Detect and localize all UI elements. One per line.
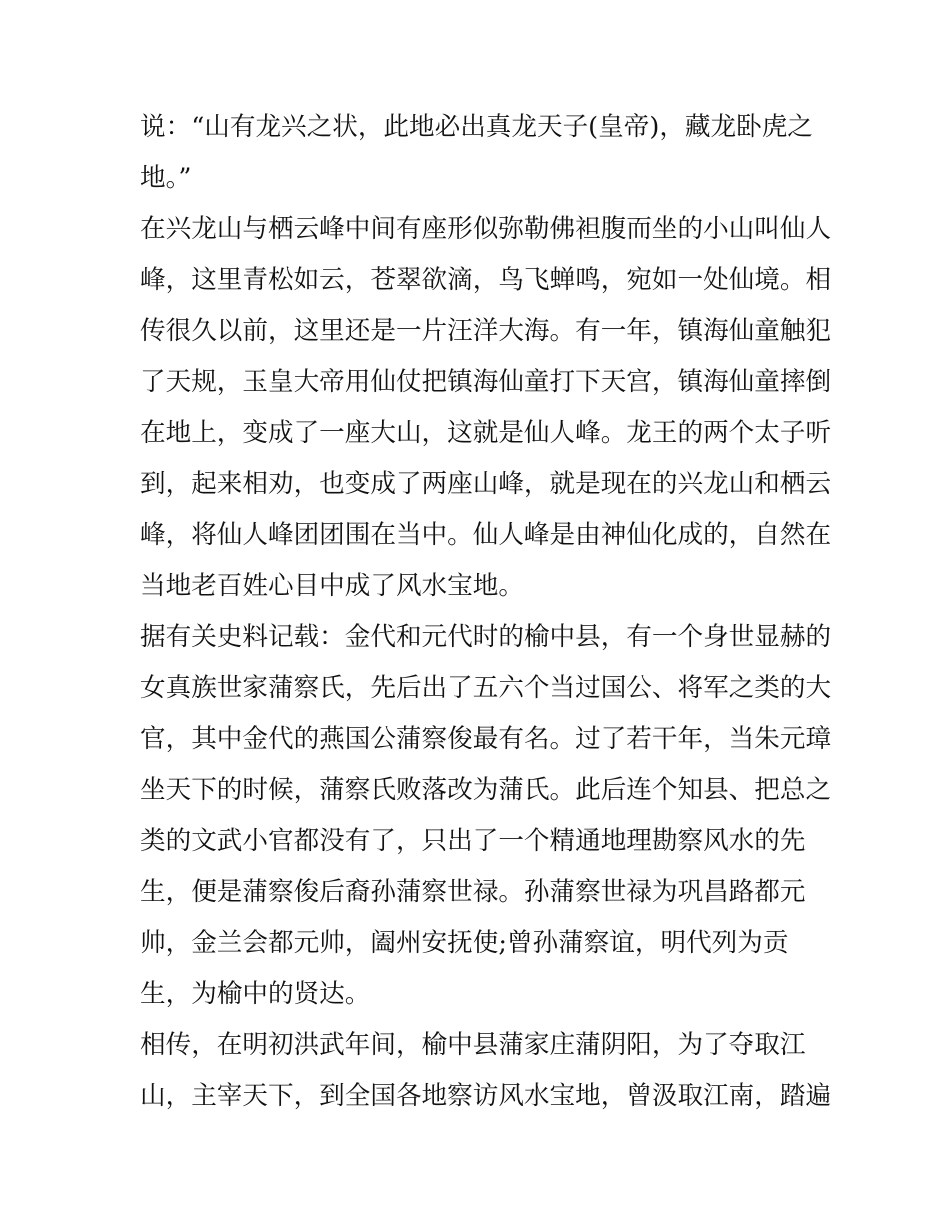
text-line: 峰，这里青松如云，苍翠欲滴，鸟飞蝉鸣，宛如一处仙境。相 [140, 265, 832, 295]
text-line: 女真族世家蒲察氏，先后出了五六个当过国公、将军之类的大 [140, 673, 832, 703]
document-page [140, 102, 830, 1122]
text-line: 山，主宰天下，到全国各地察访风水宝地，曾汲取江南，踏遍 [140, 1081, 832, 1111]
text-line: 生，便是蒲察俊后裔孙蒲察世禄。孙蒲察世禄为巩昌路都元 [140, 877, 806, 907]
text-line: 在地上，变成了一座大山，这就是仙人峰。龙王的两个太子听 [140, 418, 832, 448]
text-line: 相传，在明初洪武年间，榆中县蒲家庄蒲阴阳，为了夺取江 [140, 1030, 806, 1060]
text-line: 生，为榆中的贤达。 [140, 979, 371, 1009]
text-line: 到，起来相劝，也变成了两座山峰，就是现在的兴龙山和栖云 [140, 469, 832, 499]
text-line: 在兴龙山与栖云峰中间有座形似弥勒佛袒腹而坐的小山叫仙人 [140, 214, 832, 244]
text-line: 帅，金兰会都元帅，阖州安抚使;曾孙蒲察谊，明代列为贡 [140, 928, 789, 958]
text-line: 类的文武小官都没有了，只出了一个精通地理勘察风水的先 [140, 826, 806, 856]
text-line: 据有关史料记载：金代和元代时的榆中县，有一个身世显赫的 [140, 622, 832, 652]
text-line: 地。” [140, 163, 192, 193]
text-line: 传很久以前，这里还是一片汪洋大海。有一年，镇海仙童触犯 [140, 316, 832, 346]
text-line: 官，其中金代的燕国公蒲察俊最有名。过了若干年，当朱元璋 [140, 724, 832, 754]
text-line: 说：“山有龙兴之状，此地必出真龙天子(皇帝)，藏龙卧虎之 [140, 112, 813, 142]
text-line: 了天规，玉皇大帝用仙仗把镇海仙童打下天宫，镇海仙童摔倒 [140, 367, 832, 397]
text-line: 当地老百姓心目中成了风水宝地。 [140, 571, 524, 601]
text-line: 坐天下的时候，蒲察氏败落改为蒲氏。此后连个知县、把总之 [140, 775, 832, 805]
text-line: 峰，将仙人峰团团围在当中。仙人峰是由神仙化成的，自然在 [140, 520, 832, 550]
